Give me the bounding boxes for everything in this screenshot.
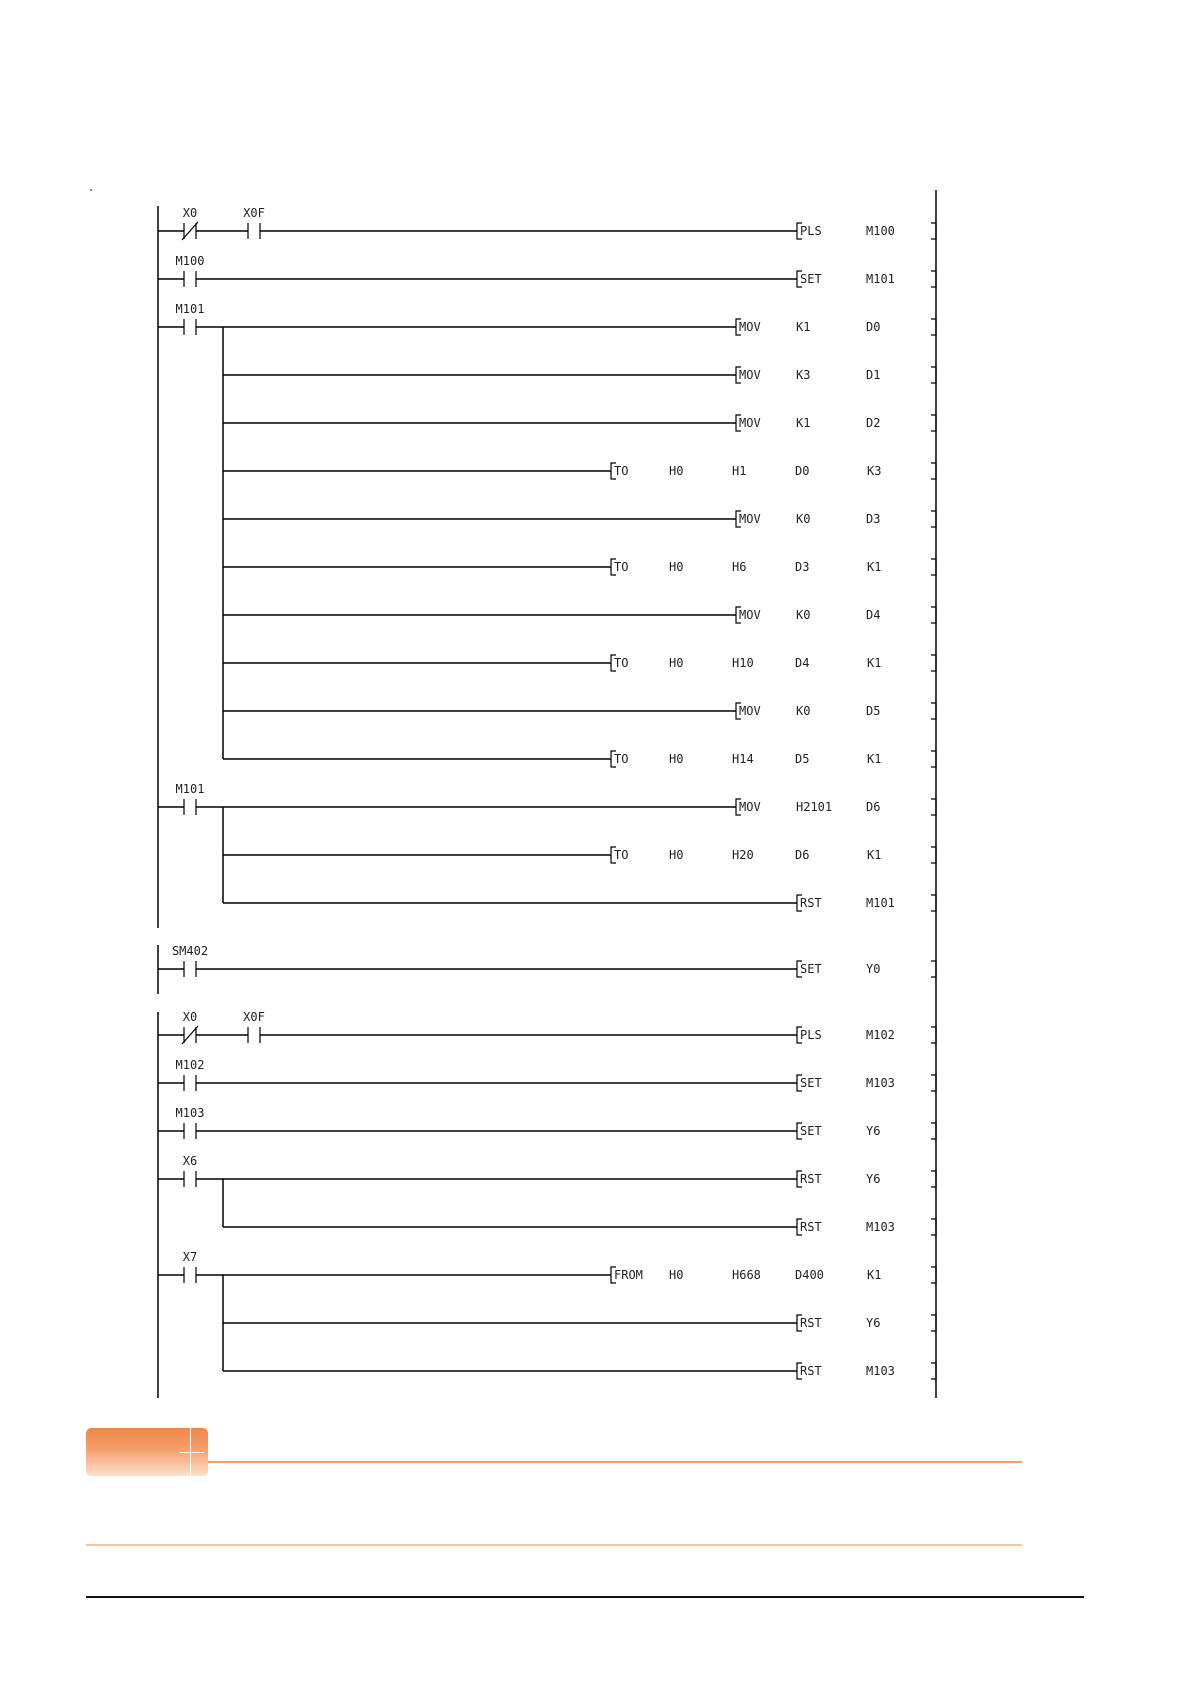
instruction-operand: M103 [866, 1076, 895, 1090]
instruction-operand: H6 [732, 560, 747, 574]
instruction-mnemonic: TO [614, 464, 629, 478]
page-footer-rule [86, 1596, 1084, 1598]
instruction-operand: H0 [669, 848, 684, 862]
instruction-operand: K1 [867, 1268, 882, 1282]
instruction-operand: M100 [866, 224, 895, 238]
instruction-operand: K1 [867, 656, 882, 670]
instruction-operand: D4 [866, 608, 881, 622]
instruction-operand: H0 [669, 752, 684, 766]
instruction-operand: D3 [866, 512, 881, 526]
instruction-operand: D6 [866, 800, 881, 814]
instruction-operand: D5 [795, 752, 810, 766]
instruction-operand: M103 [866, 1364, 895, 1378]
instruction-mnemonic: RST [800, 1316, 822, 1330]
contact-label: X7 [182, 1250, 198, 1264]
instruction-mnemonic: MOV [739, 608, 761, 622]
instruction-mnemonic: SET [800, 962, 822, 976]
instruction-mnemonic: TO [614, 560, 629, 574]
instruction-operand: H0 [669, 464, 684, 478]
note-bottom-rule [86, 1544, 1022, 1546]
instruction-operand: H0 [669, 656, 684, 670]
instruction-mnemonic: MOV [739, 704, 761, 718]
instruction-operand: M101 [866, 896, 895, 910]
point-note-tab [86, 1428, 208, 1476]
contact-label: M100 [175, 254, 205, 268]
instruction-mnemonic: MOV [739, 368, 761, 382]
contact-label: M103 [175, 1106, 205, 1120]
instruction-operand: H20 [732, 848, 754, 862]
instruction-mnemonic: RST [800, 1220, 822, 1234]
instruction-operand: K1 [867, 848, 882, 862]
instruction-operand: K1 [867, 752, 882, 766]
instruction-operand: H0 [669, 560, 684, 574]
instruction-operand: Y0 [866, 962, 881, 976]
instruction-mnemonic: PLS [800, 224, 822, 238]
contact-label: M101 [175, 782, 205, 796]
instruction-mnemonic: SET [800, 1124, 822, 1138]
margin-dot [90, 189, 92, 191]
instruction-operand: Y6 [866, 1172, 881, 1186]
instruction-operand: D1 [866, 368, 881, 382]
instruction-operand: K3 [867, 464, 882, 478]
instruction-operand: D0 [866, 320, 881, 334]
contact-label: X0F [243, 1010, 265, 1024]
instruction-operand: D400 [795, 1268, 824, 1282]
contact-label: X0 [182, 1010, 198, 1024]
contact-label: M101 [175, 302, 205, 316]
instruction-mnemonic: TO [614, 752, 629, 766]
instruction-operand: D3 [795, 560, 810, 574]
contact-label: M102 [175, 1058, 205, 1072]
instruction-operand: K0 [796, 512, 811, 526]
instruction-operand: H10 [732, 656, 754, 670]
instruction-operand: H14 [732, 752, 754, 766]
instruction-operand: H2101 [796, 800, 833, 814]
instruction-operand: K1 [796, 320, 811, 334]
instruction-operand: H668 [732, 1268, 761, 1282]
power-rails [158, 190, 936, 1398]
contact-label: SM402 [171, 944, 209, 958]
instruction-mnemonic: PLS [800, 1028, 822, 1042]
contact-label: X6 [182, 1154, 198, 1168]
point-crosshair-icon [180, 1428, 204, 1476]
instruction-operand: H1 [732, 464, 747, 478]
instruction-operand: Y6 [866, 1124, 881, 1138]
instruction-operand: D2 [866, 416, 881, 430]
instruction-operand: D6 [795, 848, 810, 862]
instruction-operand: D0 [795, 464, 810, 478]
instruction-operand: M102 [866, 1028, 895, 1042]
instruction-mnemonic: MOV [739, 320, 761, 334]
rungs [158, 206, 936, 1379]
instruction-operand: M101 [866, 272, 895, 286]
instruction-operand: K1 [796, 416, 811, 430]
instruction-operand: K0 [796, 704, 811, 718]
instruction-mnemonic: SET [800, 272, 822, 286]
instruction-operand: D4 [795, 656, 810, 670]
contact-label: X0 [182, 206, 198, 220]
instruction-operand: K0 [796, 608, 811, 622]
instruction-mnemonic: RST [800, 1364, 822, 1378]
instruction-mnemonic: RST [800, 896, 822, 910]
instruction-mnemonic: MOV [739, 512, 761, 526]
instruction-mnemonic: SET [800, 1076, 822, 1090]
instruction-operand: M103 [866, 1220, 895, 1234]
instruction-mnemonic: FROM [614, 1268, 643, 1282]
instruction-operand: H0 [669, 1268, 684, 1282]
instruction-operand: D5 [866, 704, 881, 718]
instruction-operand: K3 [796, 368, 811, 382]
instruction-mnemonic: RST [800, 1172, 822, 1186]
instruction-mnemonic: TO [614, 848, 629, 862]
instruction-mnemonic: MOV [739, 416, 761, 430]
instruction-operand: K1 [867, 560, 882, 574]
instruction-mnemonic: TO [614, 656, 629, 670]
instruction-operand: Y6 [866, 1316, 881, 1330]
contact-label: X0F [243, 206, 265, 220]
instruction-mnemonic: MOV [739, 800, 761, 814]
note-top-rule [208, 1461, 1022, 1463]
